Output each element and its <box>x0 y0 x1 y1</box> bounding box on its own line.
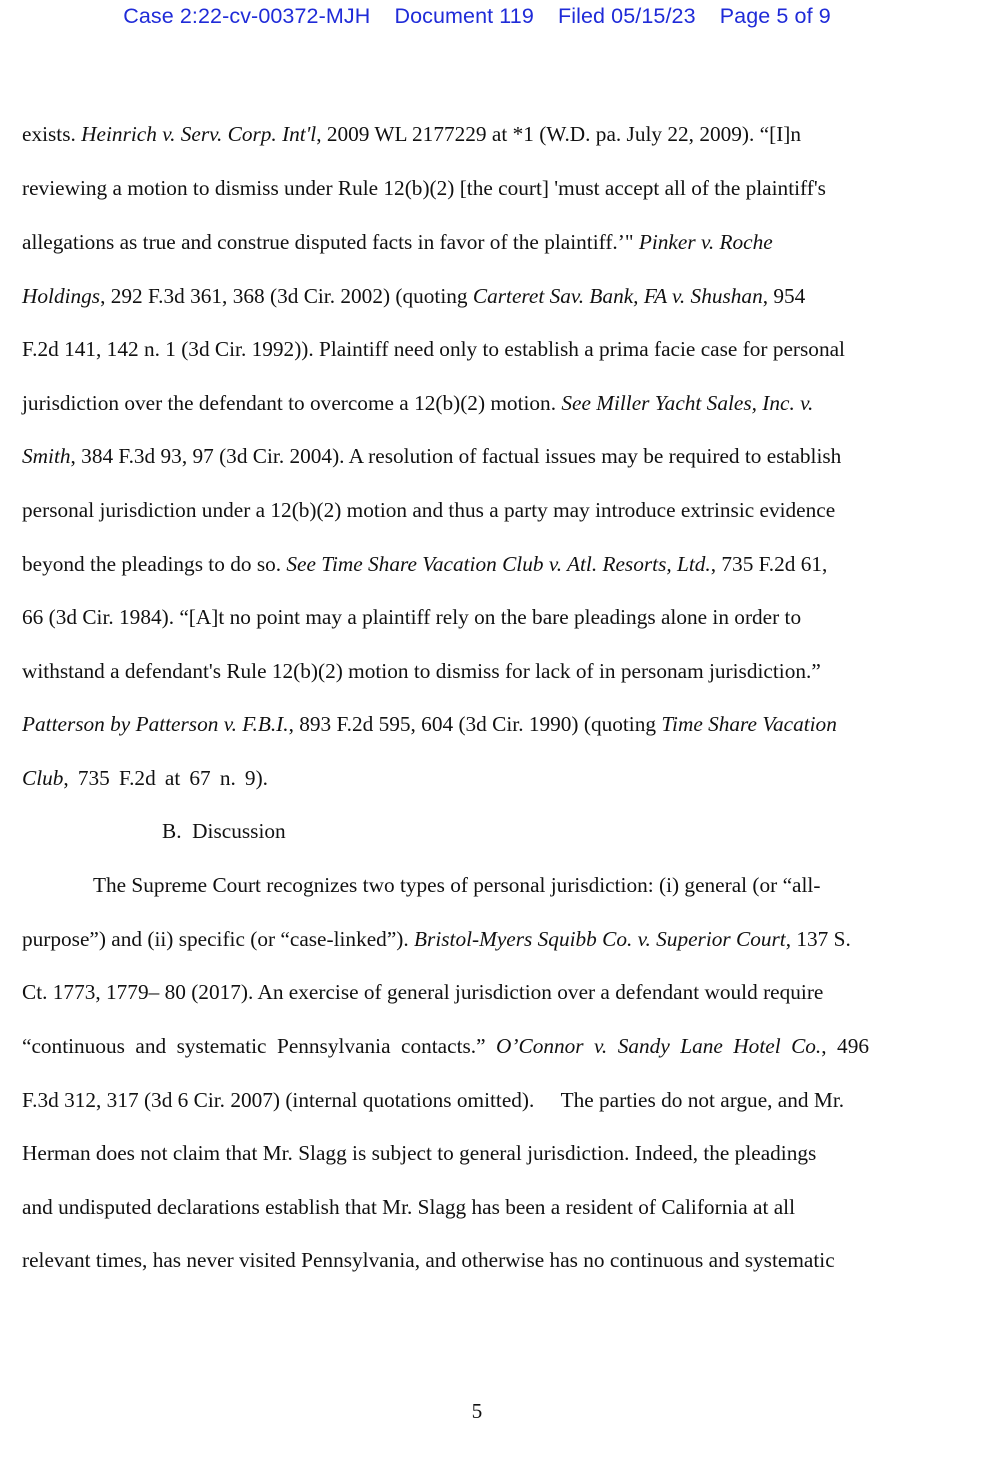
case-citation: Holdings <box>22 284 101 308</box>
page-number: 5 <box>471 1399 483 1423</box>
case-citation: O’Connor v. Sandy Lane Hotel Co. <box>496 1034 822 1058</box>
text-run: F.3d 312, 317 (3d 6 Cir. 2007) (internal quotations omitted). The parties do not argue, and Mr. <box>22 1088 845 1112</box>
text-line <box>22 284 805 309</box>
text-line <box>22 391 813 416</box>
case-citation: Carteret Sav. Bank, FA v. Shushan <box>472 284 763 308</box>
text-line <box>22 337 845 362</box>
text-run: , 2009 WL 2177229 at *1 (W.D. pa. July 22, 2009). “[I]n <box>316 122 802 146</box>
section-heading <box>162 819 286 844</box>
text-line <box>22 766 268 791</box>
text-run: Ct. 1773, 1779– 80 (2017). An exercise of general jurisdiction over a defendant would require <box>22 980 824 1004</box>
text-line <box>22 552 827 577</box>
text-run: beyond the pleadings to do so. <box>22 552 287 576</box>
case-citation: Club <box>22 766 64 790</box>
text-run: jurisdiction over the defendant to overcome a 12(b)(2) motion. <box>22 391 562 415</box>
text-run: allegations as true and construe disputed facts in favor of the plaintiff.’" <box>22 230 639 254</box>
case-citation: Bristol-Myers Squibb Co. v. Superior Court <box>414 927 786 951</box>
text-run: purpose”) and (ii) specific (or “case-linked”). <box>22 927 415 951</box>
document-number: Document 119 <box>394 4 534 28</box>
text-line <box>22 1141 816 1166</box>
text-line <box>22 1195 795 1220</box>
text-run: , 893 F.2d 595, 604 (3d Cir. 1990) (quoting <box>288 712 662 736</box>
text-run: exists. <box>22 122 82 146</box>
text-line <box>22 980 823 1005</box>
text-run: personal jurisdiction under a 12(b)(2) motion and thus a party may introduce extrinsic evidence <box>22 498 836 522</box>
case-citation: Patterson by Patterson v. F.B.I. <box>22 712 289 736</box>
page-indicator: Page 5 of 9 <box>719 4 831 28</box>
text-run: , 384 F.3d 93, 97 (3d Cir. 2004). A resolution of factual issues may be required to establish <box>70 444 842 468</box>
text-run: , 735 F.2d 61, <box>710 552 828 576</box>
text-run: B. Discussion <box>162 819 286 843</box>
text-run: Herman does not claim that Mr. Slagg is subject to general jurisdiction. Indeed, the pleadings <box>22 1141 817 1165</box>
filed-date: Filed 05/15/23 <box>557 4 696 28</box>
case-citation: Time Share Vacation <box>661 712 837 736</box>
text-run: relevant times, has never visited Pennsylvania, and otherwise has no continuous and systematic <box>22 1248 835 1272</box>
case-number: Case 2:22-cv-00372-MJH <box>123 4 371 28</box>
text-run: F.2d 141, 142 n. 1 (3d Cir. 1992)). Plaintiff need only to establish a prima facie case for personal <box>22 337 845 361</box>
case-citation: See Time Share Vacation Club v. Atl. Resorts, Ltd. <box>286 552 711 576</box>
text-line <box>22 659 821 684</box>
text-run: , 496 <box>821 1034 870 1058</box>
text-run: “continuous and systematic Pennsylvania contacts.” <box>22 1034 497 1058</box>
case-citation: Pinker v. Roche <box>638 230 773 254</box>
text-line <box>22 122 801 147</box>
text-line <box>22 605 801 630</box>
text-line <box>22 712 837 737</box>
text-run: and undisputed declarations establish that Mr. Slagg has been a resident of California at all <box>22 1195 795 1219</box>
text-line <box>22 1034 869 1059</box>
text-run: , 292 F.3d 361, 368 (3d Cir. 2002) (quoting <box>100 284 473 308</box>
text-run: The Supreme Court recognizes two types of personal jurisdiction: (i) general (or “all- <box>93 873 821 897</box>
text-run: , 137 S. <box>785 927 851 951</box>
text-run: , 954 <box>762 284 806 308</box>
text-line <box>22 444 841 469</box>
text-run: reviewing a motion to dismiss under Rule 12(b)(2) [the court] 'must accept all of the plaintiff's <box>22 176 826 200</box>
text-line <box>93 873 820 898</box>
text-line <box>22 1248 835 1273</box>
text-line <box>22 927 851 952</box>
text-run: 66 (3d Cir. 1984). “[A]t no point may a plaintiff rely on the bare pleadings alone in order to <box>22 605 802 629</box>
case-citation: Smith <box>22 444 71 468</box>
text-run: , 735 F.2d at 67 n. 9). <box>63 766 268 790</box>
text-line <box>22 176 826 201</box>
case-citation: See Miller Yacht Sales, Inc. v. <box>561 391 814 415</box>
text-line <box>22 498 835 523</box>
case-citation: Heinrich v. Serv. Corp. Int'l <box>81 122 317 146</box>
text-line <box>22 1088 844 1113</box>
ecf-filing-header <box>0 4 954 29</box>
text-line <box>22 230 773 255</box>
text-run: withstand a defendant's Rule 12(b)(2) motion to dismiss for lack of in personam jurisdiction.” <box>22 659 821 683</box>
